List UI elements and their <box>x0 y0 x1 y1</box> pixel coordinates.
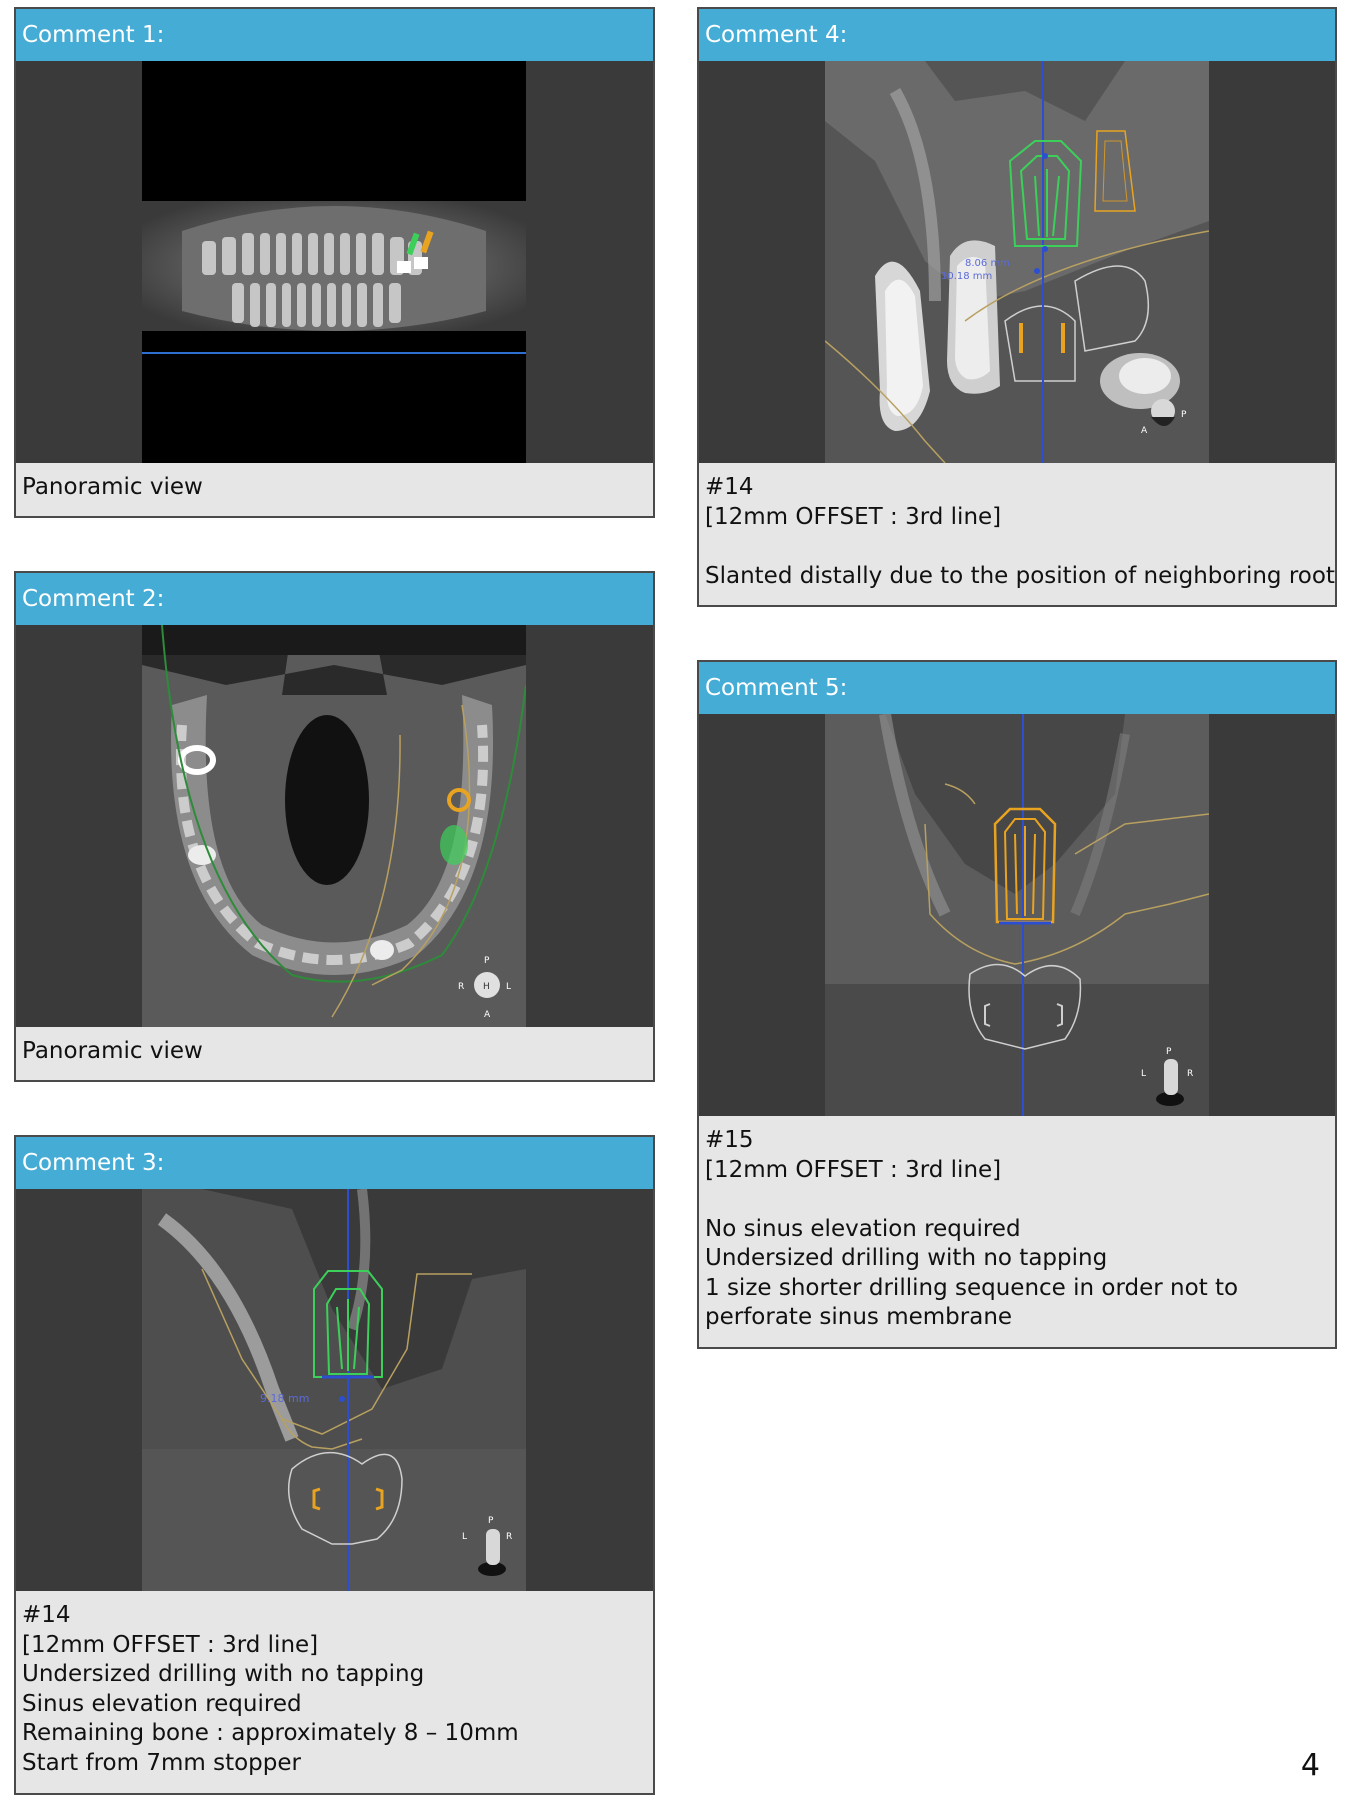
cross-sectional-ct-15 <box>825 714 1209 1116</box>
measurement-label-1: 8.06 mm <box>965 258 1010 269</box>
orientation-h: H <box>483 982 490 992</box>
page-number: 4 <box>1300 1748 1320 1783</box>
comment-5-image <box>699 714 1335 1116</box>
orientation-a: A <box>484 1010 491 1020</box>
comment-5-blank-line <box>705 1185 1329 1215</box>
orientation-l: L <box>1141 1069 1147 1079</box>
comment-4-title: Comment 4: <box>699 9 1335 61</box>
comment-panel-1 <box>14 7 655 518</box>
comment-1-line: Panoramic view <box>22 474 203 500</box>
comment-4-line: Slanted distally due to the position of neighboring root <box>705 562 1335 589</box>
panoramic-radiograph <box>142 61 526 463</box>
comment-5-line: Undersized drilling with no tapping <box>705 1245 1108 1271</box>
comment-3-line: [12mm OFFSET : 3rd line] <box>22 1631 319 1658</box>
orientation-p: P <box>484 956 490 966</box>
comment-3-text <box>16 1591 653 1784</box>
comment-5-text <box>699 1116 1335 1339</box>
comment-3-line: Start from 7mm stopper <box>22 1749 301 1776</box>
comment-2-image <box>16 625 653 1027</box>
sagittal-ct-14 <box>825 61 1209 463</box>
comment-5-line: #15 <box>705 1127 754 1153</box>
orientation-r: R <box>458 982 465 992</box>
comment-4-image <box>699 61 1335 463</box>
orientation-p: P <box>488 1516 494 1526</box>
comment-panel-4 <box>697 7 1337 607</box>
comment-2-title: Comment 2: <box>16 573 653 625</box>
measurement-label: 9.18 mm <box>260 1392 310 1405</box>
comment-3-title: Comment 3: <box>16 1137 653 1189</box>
orientation-l: L <box>506 982 512 992</box>
comment-panel-3 <box>14 1135 655 1795</box>
comment-3-line: Undersized drilling with no tapping <box>22 1661 425 1687</box>
comment-5-line: 1 size shorter drilling sequence in order not to <box>705 1274 1239 1301</box>
comment-2-text <box>16 1027 653 1073</box>
comment-4-line: #14 <box>705 474 754 500</box>
axial-ct-slice <box>142 625 526 1027</box>
orientation-p: P <box>1166 1047 1172 1057</box>
comment-2-line: Panoramic view <box>22 1038 203 1064</box>
comment-5-line: [12mm OFFSET : 3rd line] <box>705 1156 1002 1183</box>
comment-5-line: No sinus elevation required <box>705 1215 1021 1242</box>
comment-panel-2 <box>14 571 655 1082</box>
orientation-r: R <box>506 1532 513 1542</box>
comment-1-title: Comment 1: <box>16 9 653 61</box>
comment-5-title: Comment 5: <box>699 662 1335 714</box>
comment-3-line: #14 <box>22 1602 71 1628</box>
orientation-r: R <box>1187 1069 1194 1079</box>
comment-panel-5 <box>697 660 1337 1349</box>
orientation-l: L <box>462 1532 468 1542</box>
comment-4-blank-line <box>705 532 1329 562</box>
comment-4-text <box>699 463 1335 597</box>
comment-1-text <box>16 463 653 509</box>
orientation-p: P <box>1181 410 1187 420</box>
comment-4-line: [12mm OFFSET : 3rd line] <box>705 503 1002 530</box>
comment-3-line: Remaining bone : approximately 8 – 10mm <box>22 1720 519 1746</box>
comment-5-line: perforate sinus membrane <box>705 1304 1013 1330</box>
orientation-a: A <box>1141 426 1148 436</box>
measurement-label-2: 10.18 mm <box>941 271 993 282</box>
comment-3-image <box>16 1189 653 1591</box>
cross-sectional-ct-14 <box>142 1189 526 1591</box>
comment-1-image <box>16 61 653 463</box>
comment-3-line: Sinus elevation required <box>22 1690 302 1717</box>
